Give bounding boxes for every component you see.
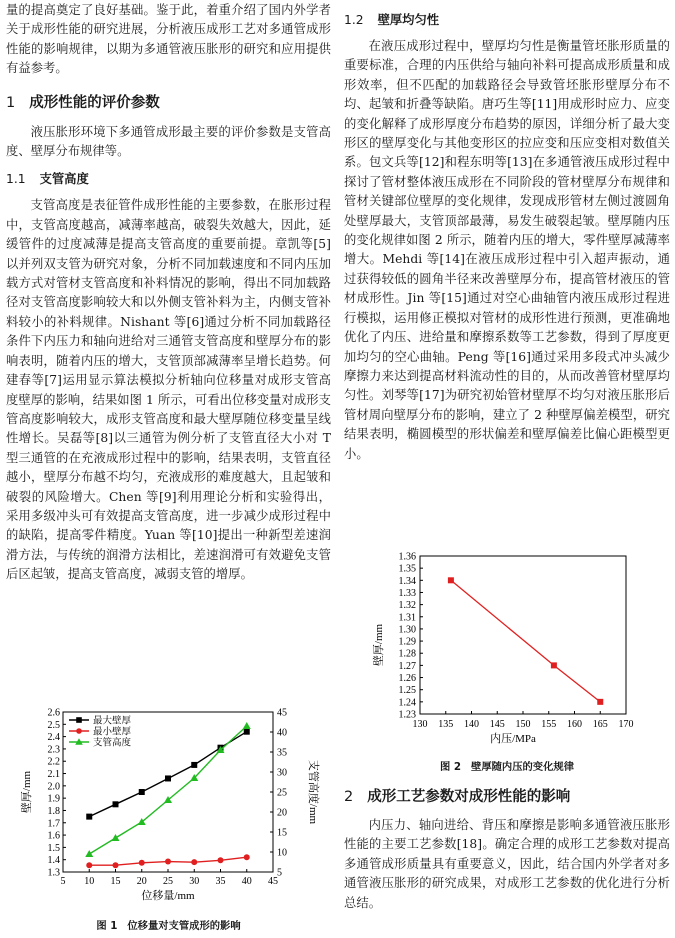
- y-tick-label: 2.3: [47, 744, 60, 756]
- data-point: [165, 859, 171, 865]
- x-tick-label: 15: [110, 876, 121, 887]
- y-tick-label: 1.8: [47, 805, 60, 817]
- data-point: [86, 814, 92, 820]
- data-point: [448, 577, 454, 583]
- data-point: [551, 662, 557, 668]
- y-tick-label: 1.34: [398, 575, 416, 587]
- x-tick-label: 140: [464, 719, 479, 730]
- figure-2-chart: [372, 546, 642, 750]
- section-1-2-title: 壁厚均匀性: [377, 13, 440, 27]
- section-1-paragraph: 液压胀形环境下多通管成形最主要的评价参数是支管高度、壁厚分布规律等。: [6, 124, 331, 159]
- data-point: [139, 860, 145, 866]
- data-point: [85, 850, 93, 857]
- x-tick-label: 150: [515, 719, 531, 730]
- x-axis-label: 位移量/mm: [141, 890, 195, 902]
- y2-axis-label: 支管高度/mm: [307, 759, 319, 825]
- y-tick-label: 1.7: [47, 818, 60, 830]
- data-point: [113, 801, 119, 807]
- section-1-2-paragraph: 在液压成形过程中，壁厚均匀性是衡量管坯胀形质量的重要标准，合理的内压供给与轴向补料可提高成形质量和成形效率，但不匹配的加载路径会导致管坯胀形壁厚分布不均、起皱和折叠等缺陷。唐巧生等[11]用成形时应力、应变的变化解释了成形厚度分布趋势的原因，详细分析了最大变形区的壁厚变化与其他变形区的拉应变和压应变相对数值关系。包文兵等[12]和程东明等[13]在多通管液压成形过程中探讨了管材整体液压成形在不同阶段的管材壁厚分布规律和管材关键部位壁厚的变化规律，发现成形管材左侧过渡圆角处壁厚最大，支管顶部最薄，易发生破裂起皱。壁厚随内压的变化规律如图 2 所示，随着内压的增大，零件壁厚减薄率增大。Mehdi 等[14]在液压成形过程中引入超声振动，通过获得较低的圆角半径来改善壁厚分布，提高管材液压的管材成形性。Jin 等[15]通过对空心曲轴管内液压成形过程进行模拟，运用修正模拟对管材的成形性进行预测，更准确地优化了内压、进给量和摩擦系数等工艺参数，得到了厚度更加均匀的空心曲轴。Peng 等[16]通过采用多段式冲头减少摩擦力来达到提高材料流动性的目的，从而改善管材壁厚均匀性。刘琴等[17]为研究初始管材壁厚不均匀对液压胀形后管材周向壁厚分布的影响，建立了 2 种壁厚偏差模型，研究结果表明，椭圆模型的形状偏差和壁厚偏差比偏心距模型更小。: [344, 39, 670, 461]
- legend-entry: 最小壁厚: [93, 727, 132, 738]
- x-tick-label: 30: [189, 876, 200, 887]
- y2-tick-label: 30: [277, 767, 287, 779]
- y-axis-label: 壁厚/mm: [373, 623, 385, 667]
- section-1-2-heading: [344, 10, 670, 30]
- section-1-1-title: 支管高度: [39, 172, 89, 187]
- data-point: [86, 862, 92, 868]
- y-tick-label: 1.5: [47, 842, 60, 854]
- y2-tick-label: 35: [277, 747, 287, 759]
- data-point: [139, 789, 145, 795]
- y2-tick-label: 40: [277, 727, 287, 739]
- x-tick-label: 35: [215, 876, 226, 887]
- legend-marker: [76, 728, 82, 734]
- y-tick-label: 1.35: [398, 563, 416, 575]
- section-1-1-number: 1.1: [6, 172, 26, 187]
- y-tick-label: 1.24: [398, 697, 416, 709]
- left-column: [6, 0, 331, 585]
- y-tick-label: 2.6: [47, 707, 60, 719]
- section-1-heading: [6, 92, 331, 114]
- x-tick-label: 25: [163, 876, 173, 887]
- y-tick-label: 1.3: [47, 867, 60, 879]
- figure-1-chart: [8, 700, 328, 910]
- data-point: [165, 775, 171, 781]
- y-tick-label: 1.26: [398, 673, 416, 685]
- x-tick-label: 135: [438, 719, 454, 730]
- legend-entry: 最大壁厚: [93, 716, 132, 727]
- data-point: [113, 862, 119, 868]
- y-tick-label: 2.5: [47, 719, 60, 731]
- section-1-title: 成形性能的评价参数: [29, 94, 160, 111]
- y2-tick-label: 5: [277, 867, 282, 879]
- x-tick-label: 5: [60, 876, 66, 887]
- x-tick-label: 130: [412, 719, 428, 730]
- section-2-number: 2: [344, 789, 354, 805]
- data-point: [218, 857, 224, 863]
- y-tick-label: 1.36: [398, 551, 416, 563]
- figure-1-caption: [6, 917, 331, 932]
- y-tick-label: 1.25: [398, 685, 416, 697]
- x-tick-label: 45: [268, 876, 278, 887]
- section-2-title: 成形工艺参数对成形性能的影响: [367, 789, 571, 805]
- figure-2-title: 壁厚随内压的变化规律: [471, 761, 574, 773]
- intro-paragraph: 量的提高奠定了良好基础。鉴于此，着重介绍了国内外学者关于成形性能的研究进展，分析液压成形工艺对多通管成形性能的影响规律，以期为多通管液压胀形的研究和应用提供有益参考。: [6, 3, 331, 76]
- y-tick-label: 1.23: [398, 709, 416, 721]
- y2-tick-label: 15: [277, 827, 287, 839]
- data-point: [244, 729, 250, 735]
- y-tick-label: 2.1: [47, 769, 60, 781]
- section-1-1-heading: [6, 169, 331, 189]
- data-point: [191, 762, 197, 768]
- y-tick-label: 1.32: [398, 600, 416, 612]
- legend-entry: 支管高度: [93, 738, 132, 749]
- x-tick-label: 160: [567, 719, 582, 730]
- right-column: [344, 0, 670, 464]
- y-tick-label: 1.9: [47, 793, 60, 805]
- y-tick-label: 1.28: [398, 648, 416, 660]
- section-2-heading: [344, 786, 670, 808]
- series-line-0: [451, 580, 600, 702]
- figure-2-number: 图 2: [439, 761, 462, 773]
- x-tick-label: 145: [489, 719, 505, 730]
- y-tick-label: 1.31: [398, 612, 416, 624]
- figure-1-title: 位移量对支管成形的影响: [127, 920, 241, 932]
- data-point: [244, 854, 250, 860]
- y2-tick-label: 25: [277, 787, 287, 799]
- section-1-2-number: 1.2: [344, 13, 364, 27]
- x-tick-label: 20: [136, 876, 147, 887]
- legend-marker: [76, 717, 82, 723]
- y-tick-label: 2.0: [47, 781, 60, 793]
- y2-tick-label: 10: [277, 847, 287, 859]
- y2-tick-label: 45: [277, 707, 287, 719]
- y-tick-label: 1.27: [398, 660, 416, 672]
- data-point: [191, 859, 197, 865]
- section-2-paragraph: 内压力、轴向进给、背压和摩擦是影响多通管液压胀形性能的主要工艺参数[18]。确定合理的成形工艺参数对提高多通管成形质量具有重要意义，因此，结合国内外学者对多通管液压胀形的研究成果，对成形工艺参数的优化进行分析总结。: [344, 818, 670, 910]
- figure-1-number: 图 1: [96, 920, 118, 932]
- y-tick-label: 2.2: [47, 756, 60, 768]
- y-tick-label: 2.4: [47, 732, 60, 744]
- x-axis-label: 内压/MPa: [490, 733, 536, 745]
- y2-tick-label: 20: [277, 807, 287, 819]
- data-point: [243, 722, 251, 729]
- right-column-lower: [344, 786, 670, 913]
- data-point: [112, 834, 120, 841]
- y-tick-label: 1.6: [47, 830, 60, 842]
- y-tick-label: 1.4: [47, 855, 60, 867]
- x-tick-label: 170: [618, 719, 634, 730]
- section-1-number: 1: [6, 94, 16, 111]
- y-axis-label: 壁厚/mm: [21, 770, 33, 814]
- data-point: [597, 699, 603, 705]
- y-tick-label: 1.30: [398, 624, 416, 636]
- y-tick-label: 1.33: [398, 587, 416, 599]
- section-1-1-paragraph: 支管高度是表征管件成形性能的主要参数，在胀形过程中，支管高度越高，减薄率越高，破裂失效越大，因此，延缓管件的过度减薄是提高支管高度的重要前提。章凯等[5]以并列双支管为研究对象，分析不同加载速度和不同内压加载方式对管材支管高度和补料情况的影响，得出不同加载路径对支管高度影响较大和以外侧支管补料为主，内侧支管补料较小的补料规律。Nishant 等[6]通过分析不同加载路径条件下内压力和轴向进给对三通管支管高度和壁厚分布的影响表明，随着内压的增大，支管顶部减薄率呈增长趋势。何建春等[7]运用显示算法模拟分析轴向位移量对成形支管高度壁厚的影响，结果如图 1 所示，可看出位移变量对成形支管高度影响较大，成形支管高度和最大壁厚随位移变量呈线性增长。吴磊等[8]以三通管为例分析了支管直径大小对 T 型三通管的在充液成形过程中的影响，结果表明，支管直径越小，壁厚分布越不均匀，充液成形的难度越大，且起皱和破裂的风险增大。Chen 等[9]利用理论分析和实验得出，采用多级冲头可有效提高支管高度，进一步减少成形过程中的缺陷，提高零件精度。Yuan 等[10]提出一种新型差速润滑方法，与传统的润滑方法相比，差速润滑可有效避免支管后区起皱，提高支管高度，减弱支管的增厚。: [6, 198, 331, 582]
- figure-2-caption: [344, 758, 670, 773]
- x-tick-label: 165: [592, 719, 608, 730]
- x-tick-label: 10: [84, 876, 95, 887]
- x-tick-label: 155: [541, 719, 557, 730]
- x-tick-label: 40: [241, 876, 252, 887]
- y-tick-label: 1.29: [398, 636, 416, 648]
